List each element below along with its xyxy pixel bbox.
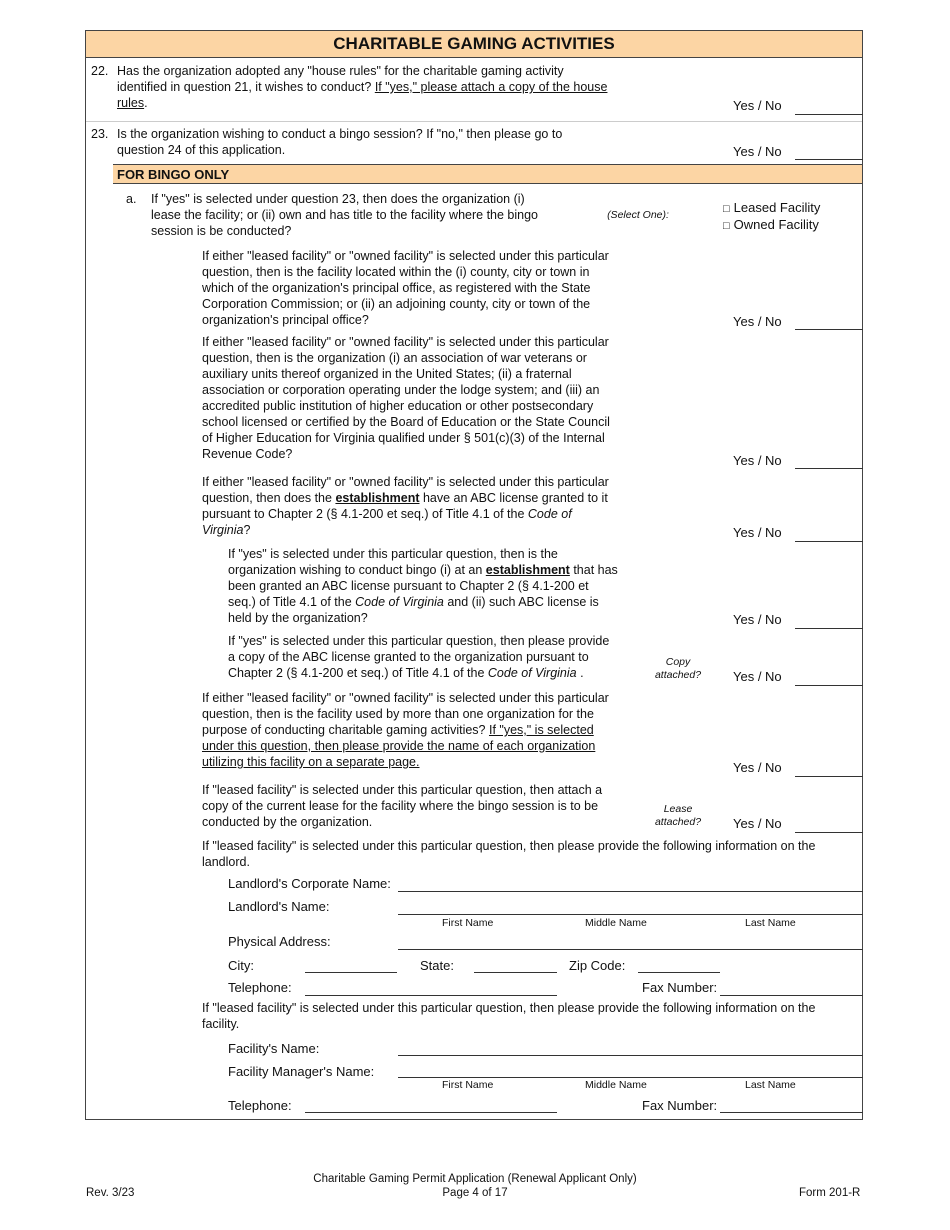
sub1-answer-line[interactable] bbox=[795, 329, 863, 330]
sub2-yes-no: Yes / No bbox=[733, 453, 782, 468]
option-leased-facility[interactable]: □ Leased Facility bbox=[723, 200, 821, 215]
physical-address-label: Physical Address: bbox=[228, 934, 331, 949]
facility-fax-field[interactable] bbox=[720, 1112, 863, 1113]
manager-first-name-caption: First Name bbox=[442, 1079, 494, 1091]
checkbox-icon[interactable]: □ bbox=[723, 220, 730, 232]
q23-yes-no: Yes / No bbox=[733, 144, 782, 159]
select-one-label: (Select One): bbox=[607, 209, 669, 221]
manager-last-name-caption: Last Name bbox=[745, 1079, 796, 1091]
sub-question-location: If either "leased facility" or "owned facility" is selected under this particular question, then is the facility located within the (i) county, city or town in which of the organization's principal office, as registered with the State Corporation Commission; or (ii) an adjoining county, city or town of the organization's principal office? bbox=[202, 249, 609, 327]
option-owned-facility[interactable]: □ Owned Facility bbox=[723, 217, 819, 232]
q23-number: 23. bbox=[91, 127, 109, 141]
checkbox-icon[interactable]: □ bbox=[723, 203, 730, 215]
landlord-first-name-caption: First Name bbox=[442, 917, 494, 929]
landlord-fax-label: Fax Number: bbox=[642, 980, 718, 995]
landlord-fax-field[interactable] bbox=[720, 995, 863, 996]
landlord-name-field[interactable] bbox=[398, 914, 863, 915]
sub3b-answer-line[interactable] bbox=[795, 685, 863, 686]
section-title: CHARITABLE GAMING ACTIVITIES bbox=[86, 31, 862, 58]
form-number: Form 201-R bbox=[799, 1187, 861, 1199]
manager-middle-name-caption: Middle Name bbox=[585, 1079, 647, 1091]
facility-telephone-label: Telephone: bbox=[228, 1098, 292, 1113]
sub3a-answer-line[interactable] bbox=[795, 628, 863, 629]
sub1-yes-no: Yes / No bbox=[733, 314, 782, 329]
bingo-only-header: FOR BINGO ONLY bbox=[113, 164, 862, 184]
zip-code-field[interactable] bbox=[638, 972, 720, 973]
sub2-answer-line[interactable] bbox=[795, 468, 863, 469]
qa-letter: a. bbox=[126, 192, 137, 206]
q22-yes-no: Yes / No bbox=[733, 98, 782, 113]
q23-text: Is the organization wishing to conduct a bingo session? If "no," then please go to question 24 of this application. bbox=[117, 127, 563, 157]
sub-question-lease-copy: If "leased facility" is selected under this particular question, then attach a copy of the current lease for the facility where the bingo session is to be conducted by the organization. bbox=[202, 783, 603, 829]
sub3a-yes-no: Yes / No bbox=[733, 612, 782, 627]
zip-code-label: Zip Code: bbox=[569, 958, 626, 973]
landlord-intro: If "leased facility" is selected under this particular question, then please provide the following information on the landlord. bbox=[202, 839, 816, 869]
facility-fax-label: Fax Number: bbox=[642, 1098, 718, 1113]
q22-number: 22. bbox=[91, 64, 109, 78]
state-label: State: bbox=[420, 958, 454, 973]
qa-text: If "yes" is selected under question 23, then does the organization (i) lease the facility; or (ii) own and has title to the facility where the bingo session is be conducted? bbox=[151, 192, 539, 238]
sub4-yes-no: Yes / No bbox=[733, 760, 782, 775]
sub3-answer-line[interactable] bbox=[795, 541, 863, 542]
facility-name-field[interactable] bbox=[398, 1055, 863, 1056]
landlord-last-name-caption: Last Name bbox=[745, 917, 796, 929]
sub-question-organization-type: If either "leased facility" or "owned facility" is selected under this particular question, then is the organization (i) an association of war veterans or auxiliary units thereof organized in the United States; (ii) a fraternal association or corporation operating under the lodge system; and (iii) an accredited public institution of higher education or other postsecondary school licensed or certified by the Board of Education or the State Council of Higher Education for Virginia qualified under § 501(c)(3) of the Internal Revenue Code? bbox=[202, 335, 610, 461]
sub-question-shared-facility: If either "leased facility" or "owned facility" is selected under this particular question, then is the facility used by more than one organization for the purpose of conducting charitable gaming activities? If "yes," is selected under this question, then please provide the name of each organization utilizing this facility on a separate page. bbox=[202, 691, 609, 769]
facility-name-label: Facility's Name: bbox=[228, 1041, 320, 1056]
sub-question-establishment: If "yes" is selected under this particular question, then is the organization wishing to conduct bingo (i) at an establishment that has been granted an ABC license pursuant to Chapter 2 (§ 4.1-200 et seq.) of Title 4.1 of the Code of Virginia and (ii) such ABC license is held by the organization? bbox=[228, 547, 618, 625]
sub5-answer-line[interactable] bbox=[795, 832, 863, 833]
sub-question-abc-license: If either "leased facility" or "owned facility" is selected under this particular question, then does the establishment have an ABC license granted to it pursuant to Chapter 2 (§ 4.1-200 et seq.) of Title 4.1 of the Code of Virginia? bbox=[202, 475, 609, 537]
landlord-corporate-name-label: Landlord's Corporate Name: bbox=[228, 876, 391, 891]
sub3b-yes-no: Yes / No bbox=[733, 669, 782, 684]
physical-address-field[interactable] bbox=[398, 949, 863, 950]
facility-intro: If "leased facility" is selected under this particular question, then please provide the following information on the facility. bbox=[202, 1001, 816, 1031]
sub-question-license-copy: If "yes" is selected under this particular question, then please provide a copy of the ABC license granted to the organization pursuant to Chapter 2 (§ 4.1-200 et seq.) of Title 4.1 of the Code of Virginia . bbox=[228, 634, 610, 680]
landlord-middle-name-caption: Middle Name bbox=[585, 917, 647, 929]
city-field[interactable] bbox=[305, 972, 397, 973]
footer-center: Charitable Gaming Permit Application (Renewal Applicant Only) Page 4 of 17 bbox=[250, 1172, 700, 1200]
divider bbox=[86, 121, 862, 122]
city-label: City: bbox=[228, 958, 254, 973]
lease-attached-note: Lease attached? bbox=[654, 803, 702, 828]
landlord-corporate-name-field[interactable] bbox=[398, 891, 863, 892]
facility-telephone-field[interactable] bbox=[305, 1112, 557, 1113]
q22-text: Has the organization adopted any "house rules" for the charitable gaming activity identified in question 21, it wishes to conduct? If "yes," please attach a copy of the house rules. bbox=[117, 64, 608, 110]
sub4-answer-line[interactable] bbox=[795, 776, 863, 777]
q22-answer-line[interactable] bbox=[795, 114, 863, 115]
page-number: Page 4 of 17 bbox=[442, 1187, 508, 1199]
sub3-yes-no: Yes / No bbox=[733, 525, 782, 540]
copy-attached-note: Copy attached? bbox=[654, 656, 702, 681]
landlord-name-label: Landlord's Name: bbox=[228, 899, 330, 914]
facility-manager-name-label: Facility Manager's Name: bbox=[228, 1064, 375, 1079]
state-field[interactable] bbox=[474, 972, 557, 973]
landlord-telephone-label: Telephone: bbox=[228, 980, 292, 995]
revision-label: Rev. 3/23 bbox=[86, 1187, 135, 1199]
facility-manager-name-field[interactable] bbox=[398, 1077, 863, 1078]
sub5-yes-no: Yes / No bbox=[733, 816, 782, 831]
q23-answer-line[interactable] bbox=[795, 159, 863, 160]
facility-type-options bbox=[723, 200, 820, 234]
landlord-telephone-field[interactable] bbox=[305, 995, 557, 996]
